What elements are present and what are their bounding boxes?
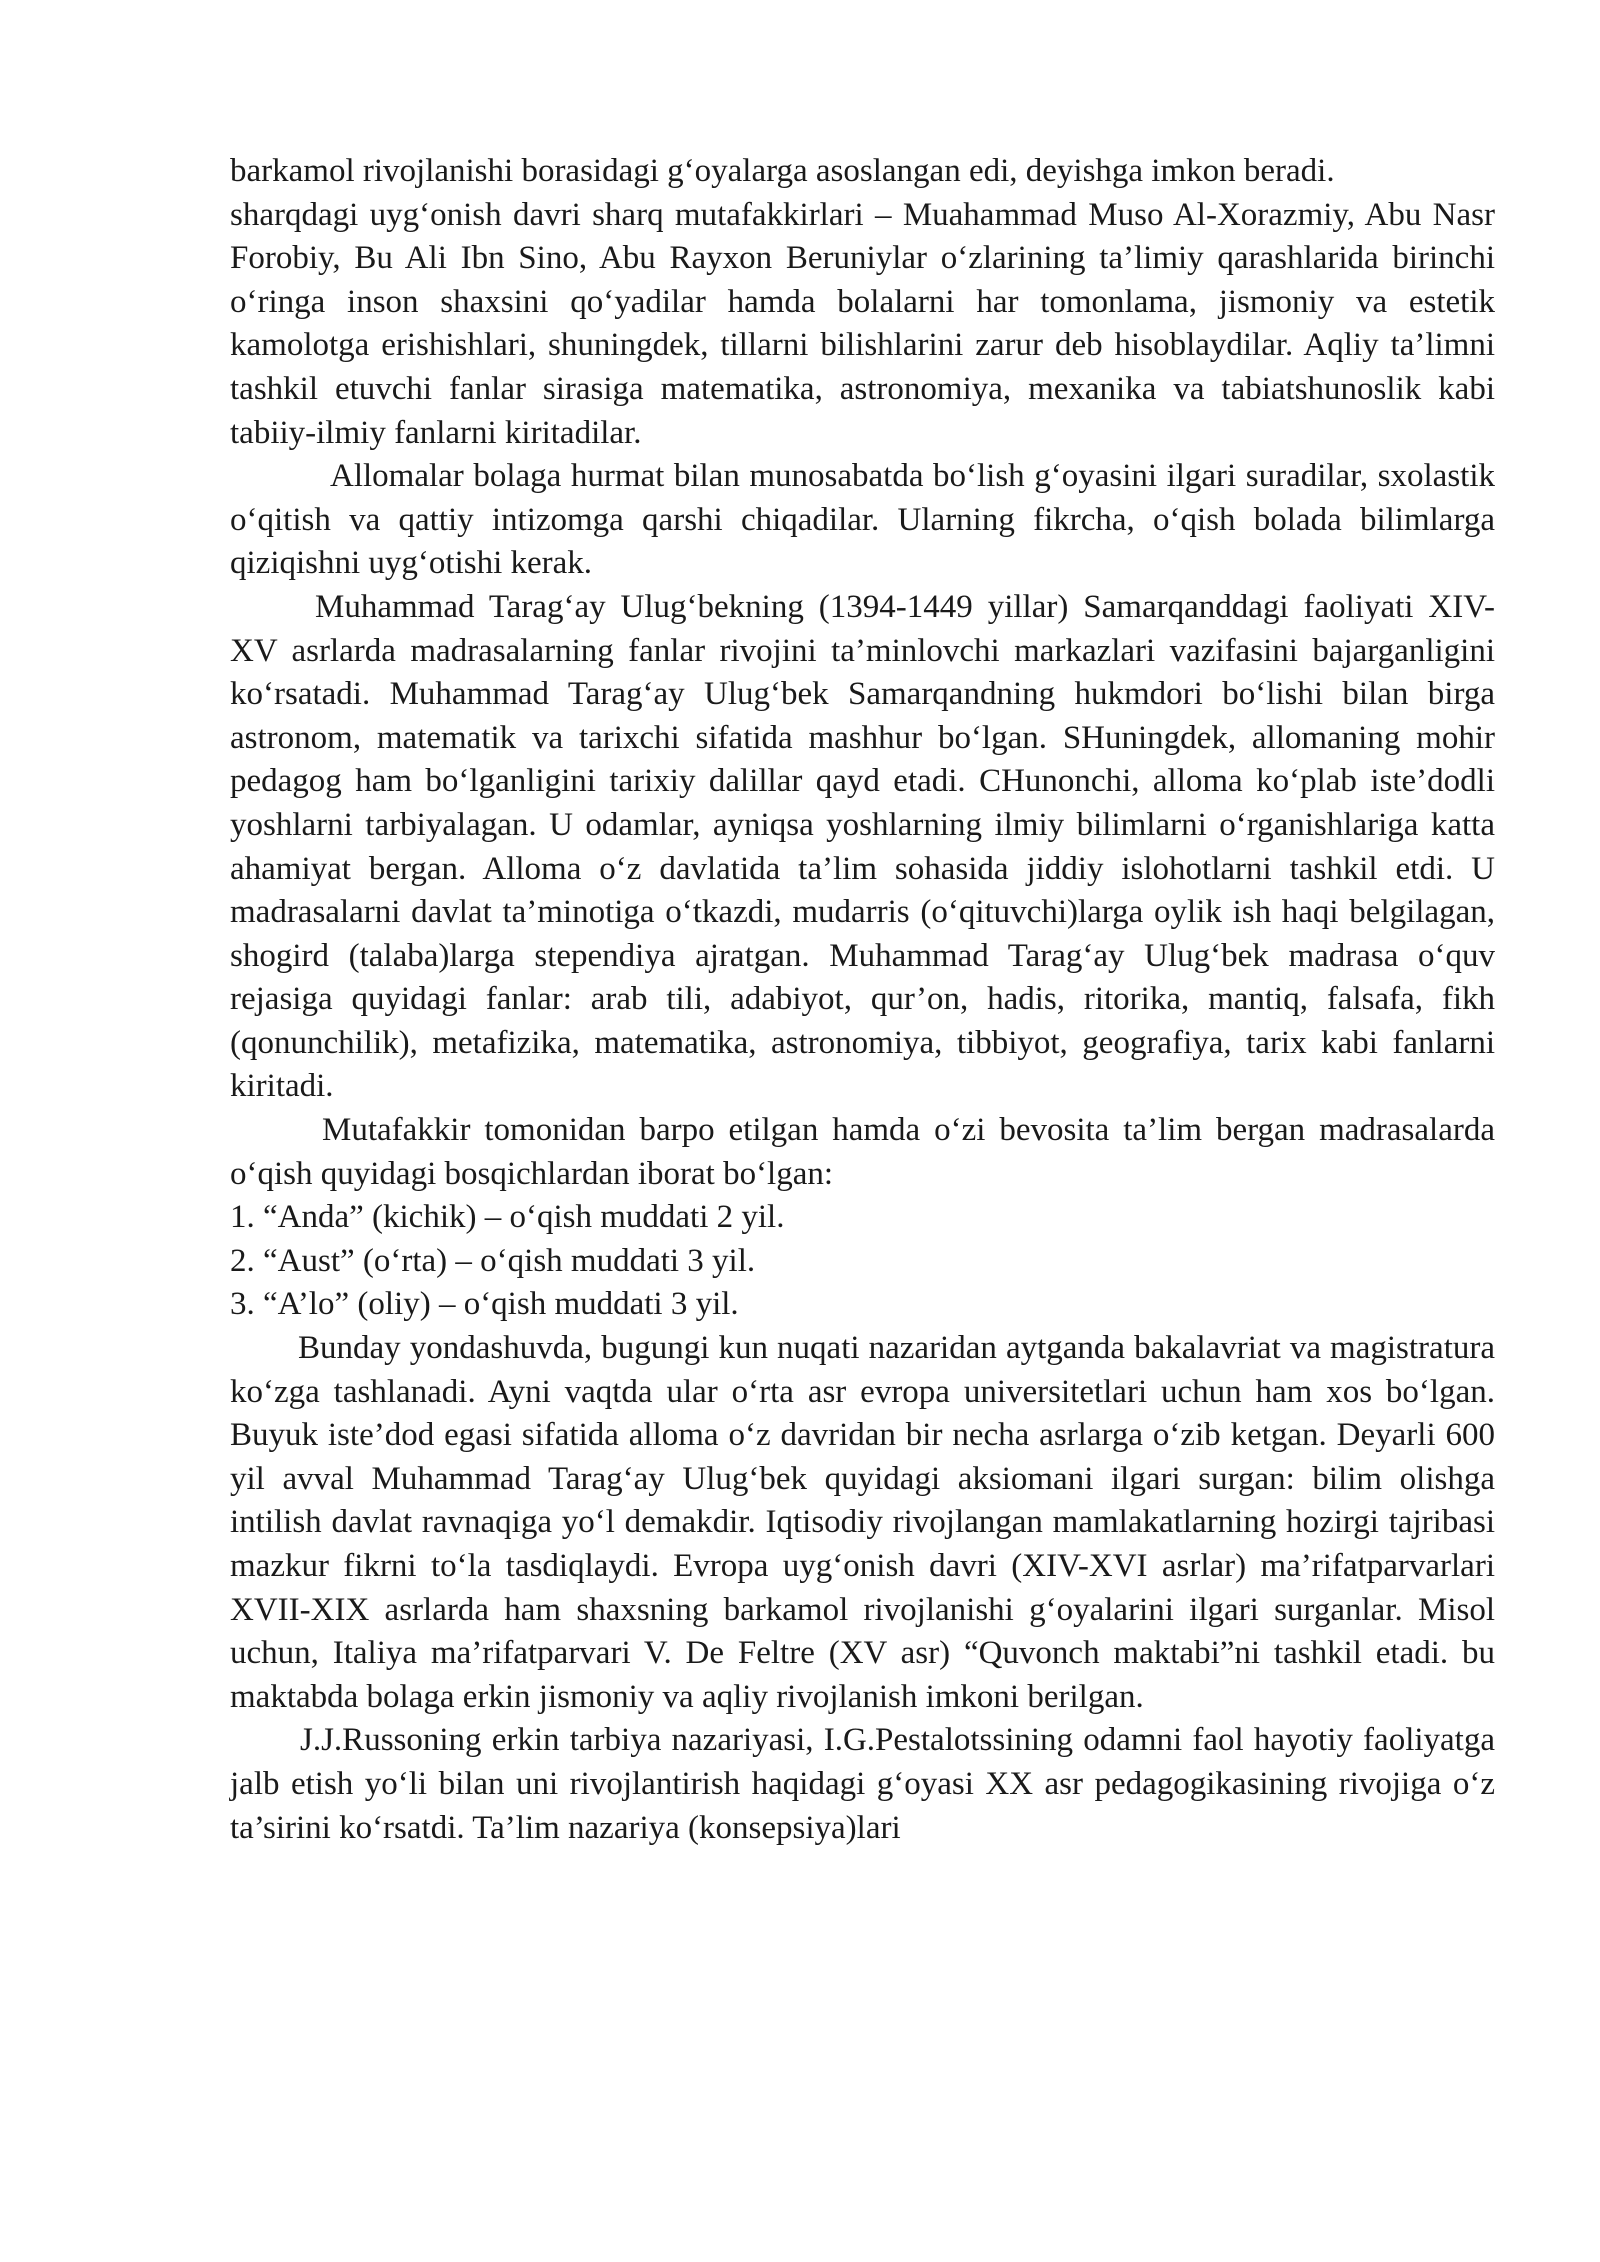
paragraph-scholars-respect: Allomalar bolaga hurmat bilan munosabatda bo‘lish g‘oyasini ilgari suradilar, sxolastik o‘qitish va qattiy intizomga qarshi chiqadilar. Ularning fikrcha, o‘qish bolada bilimlarga qiziqishni uyg‘otishi kerak.: [230, 458, 1495, 582]
list-item-stage-1: 1. “Anda” (kichik) – o‘qish muddati 2 yil.: [230, 1199, 785, 1236]
document-page: [230, 150, 1495, 1850]
paragraph-madrasa-stages: Mutafakkir tomonidan barpo etilgan hamda o‘zi bevosita ta’lim bergan madrasalarda o‘qish quyidagi bosqichlardan iborat bo‘lgan:: [230, 1112, 1495, 1192]
list-item-stage-2: 2. “Aust” (o‘rta) – o‘qish muddati 3 yil.: [230, 1242, 756, 1279]
paragraph-continuation: barkamol rivojlanishi borasidagi g‘oyalarga asoslangan edi, deyishga imkon beradi.: [230, 153, 1335, 189]
paragraph-bachelor-master: Bunday yondashuvda, bugungi kun nuqati nazaridan aytganda bakalavriat va magistratura ko‘zga tashlanadi. Ayni vaqtda ular o‘rta asr evropa universitetlari uchun ham xos bo‘lgan. Buyuk iste’dod egasi sifatida alloma o‘z davridan bir necha asrlarga o‘zib ketgan. Deyarli 600 yil avval Muhammad Tarag‘ay Ulug‘bek quyidagi aksiomani ilgari surgan: bilim olishga intilish davlat ravnaqiga yo‘l demakdir. Iqtisodiy rivojlangan mamlakatlarning hozirgi tajribasi mazkur fikrni to‘la tasdiqlaydi. Evropa uyg‘onish davri (XIV-XVI asrlar) ma’rifatparvarlari XVII-XIX asrlarda ham shaxsning barkamol rivojlanishi g‘oyalarini ilgari surganlar. Misol uchun, Italiya ma’rifatparvari V. De Feltre (XV asr) “Quvonch maktabi”ni tashkil etadi. bu maktabda bolaga erkin jismoniy va aqliy rivojlanish imkoni berilgan.: [230, 1330, 1495, 1715]
paragraph-ulugbek-activity: Muhammad Tarag‘ay Ulug‘bekning (1394-1449 yillar) Samarqanddagi faoliyati XIV-XV asrlarda madrasalarning fanlar rivojini ta’minlovchi markazlari vazifasini bajarganligini ko‘rsatadi. Muhammad Tarag‘ay Ulug‘bek Samarqandning hukmdori bo‘lishi bilan birga astronom, matematik va tarixchi sifatida mashhur bo‘lgan. SHuningdek, allomaning mohir pedagog ham bo‘lganligini tarixiy dalillar qayd etadi. CHunonchi, alloma ko‘plab iste’dodli yoshlarni tarbiyalagan. U odamlar, ayniqsa yoshlarning ilmiy bilimlarni o‘rganishlariga katta ahamiyat bergan. Alloma o‘z davlatida ta’lim sohasida jiddiy islohotlarni tashkil etdi. U madrasalarni davlat ta’minotiga o‘tkazdi, mudarris (o‘qituvchi)larga oylik ish haqi belgilagan, shogird (talaba)larga stependiya ajratgan. Muhammad Tarag‘ay Ulug‘bek madrasa o‘quv rejasiga quyidagi fanlar: arab tili, adabiyot, qur’on, hadis, ritorika, mantiq, falsafa, fikh (qonunchilik), metafizika, matematika, astronomiya, tibbiyot, geografiya, tarix kabi fanlarni kiritadi.: [230, 588, 1495, 1105]
paragraph-russo-pestalozzi: J.J.Russoning erkin tarbiya nazariyasi, I.G.Pestalotssining odamni faol hayotiy faoliyatga jalb etish yo‘li bilan uni rivojlantirish haqidagi g‘oyasi XX asr pedagogikasining rivojiga o‘z ta’sirini ko‘rsatdi. Ta’lim nazariya (konsepsiya)lari: [230, 1722, 1495, 1846]
list-item-stage-3: 3. “A’lo” (oliy) – o‘qish muddati 3 yil.: [230, 1286, 739, 1323]
paragraph-eastern-thinkers: sharqdagi uyg‘onish davri sharq mutafakkirlari – Muahammad Muso Al-Xorazmiy, Abu Nasr Forobiy, Bu Ali Ibn Sino, Abu Rayxon Beruniylar o‘zlarining ta’limiy qarashlarida birinchi o‘ringa inson shaxsini qo‘yadilar hamda bolalarni har tomonlama, jismoniy va estetik kamolotga erishishlari, shuningdek, tillarni bilishlarini zarur deb hisoblaydilar. Aqliy ta’limni tashkil etuvchi fanlar sirasiga matematika, astronomiya, mexanika va tabiatshunoslik kabi tabiiy-ilmiy fanlarni kiritadilar.: [230, 196, 1495, 451]
